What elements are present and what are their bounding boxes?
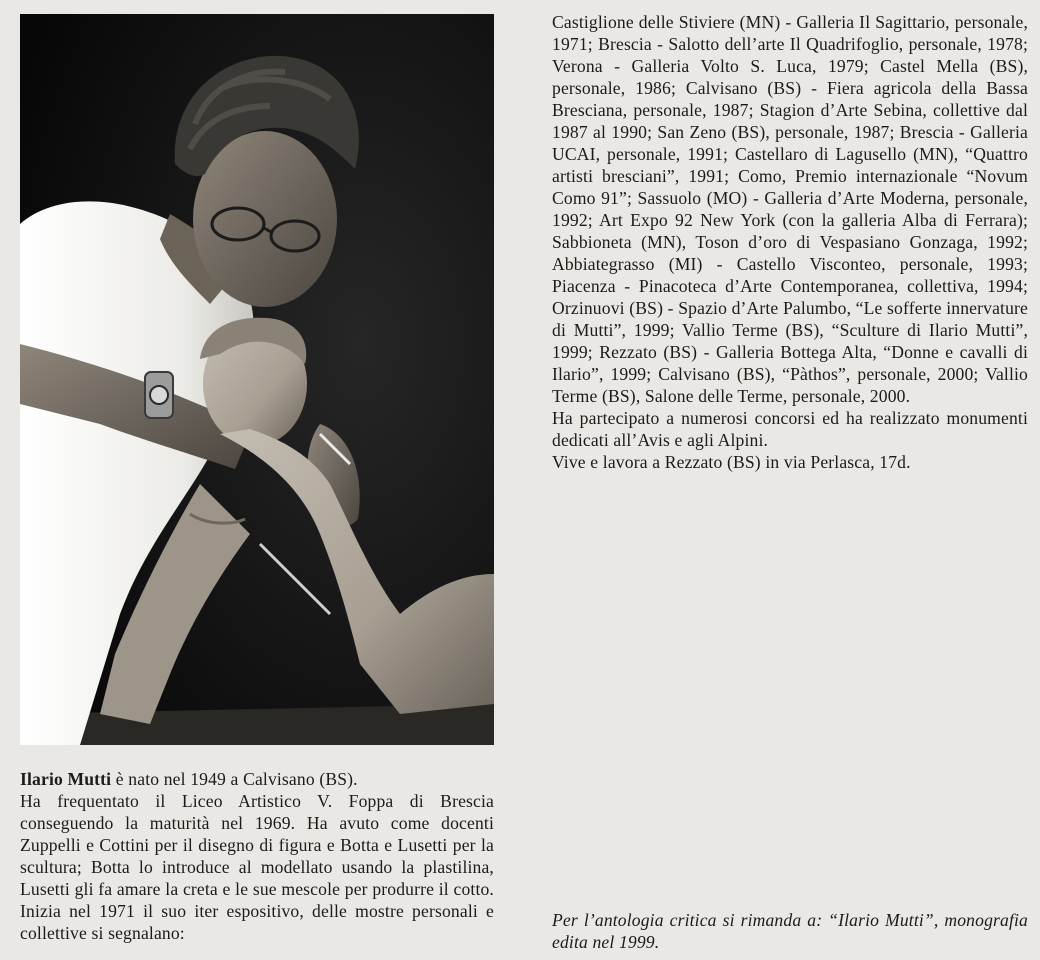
biography — [20, 768, 494, 944]
exhibitions-list: Castiglione delle Stiviere (MN) - Galleria Il Sagittario, personale, 1971; Brescia - Salotto dell’arte Il Quadrifoglio, personale, 1978; Verona - Galleria Volto S. Luca, 1979; Castel Mella (BS), personale, 1986; Calvisano (BS) - Fiera agricola della Bassa Bresciana, personale, 1987; Stagion d’Arte Sebina, collettive dal 1987 al 1990; San Zeno (BS), personale, 1987; Brescia - Galleria UCAI, personale, 1991; Castellaro di Lagusello (MN), “Quattro artisti bresciani”, 1991; Como, Premio internazionale “Novum Como 91”; Sassuolo (MO) - Galleria d’Arte Moderna, personale, 1992; Art Expo 92 New York (con la galleria Alba di Ferrara); Sabbioneta (MN), Toson d’oro di Vespasiano Gonzaga, 1992; Abbiategrasso (MI) - Castello Visconteo, personale, 1993; Piacenza - Pinacoteca d’Arte Contemporanea, collettiva, 1994; Orzinuovi (BS) - Spazio d’Arte Palumbo, “Le sofferte innervature di Mutti”, 1999; Vallio Terme (BS), “Sculture di Ilario Mutti”, 1999; Rezzato (BS) - Galleria Bottega Alta, “Donne e cavalli di Ilario”, 1999; Calvisano (BS), “Pàthos”, personale, 2000; Vallio Terme (BS), Salone delle Terme, personale, 2000. — [552, 12, 1028, 406]
bio-birth-line — [20, 768, 494, 790]
artist-sculpting-illustration — [20, 14, 494, 745]
bio-body: Ha frequentato il Liceo Artistico V. Foppa di Brescia conseguendo la maturità nel 1969. Ha avuto come docenti Zuppelli e Cottini per il disegno di figura e Botta e Lusetti per la scultura; Botta lo introduce al modellato usando la plastilina, Lusetti gli fa amare la creta e le sue mescole per produrre il cotto. Inizia nel 1971 il suo iter espositivo, delle mostre personali e collettive si segnalano: — [20, 791, 494, 943]
residence-paragraph: Vive e lavora a Rezzato (BS) in via Perlasca, 17d. — [552, 452, 911, 472]
artist-photo — [20, 14, 494, 745]
note-text: Per l’antologia critica si rimanda a: “Ilario Mutti”, monografia edita nel 1999. — [552, 910, 1028, 952]
critical-anthology-note — [552, 909, 1028, 953]
competitions-paragraph: Ha partecipato a numerosi concorsi ed ha realizzato monumenti dedicati all’Avis e agli Alpini. — [552, 408, 1028, 450]
exhibitions-column — [552, 11, 1028, 473]
birth-info: è nato nel 1949 a Calvisano (BS). — [111, 769, 358, 789]
artist-name: Ilario Mutti — [20, 769, 112, 789]
